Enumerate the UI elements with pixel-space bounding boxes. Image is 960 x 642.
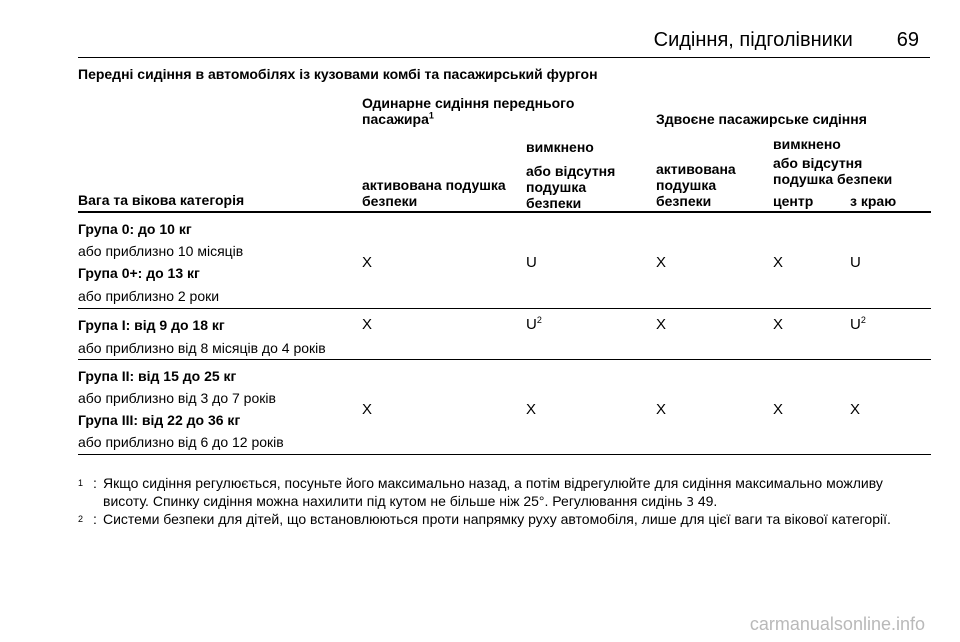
page-header bbox=[654, 29, 919, 52]
suitability-mark: X bbox=[656, 401, 667, 418]
col-header-double-airbag-off-1: вимкнено bbox=[773, 136, 841, 152]
col-header-edge: з краю bbox=[850, 193, 897, 209]
age-label: або приблизно від 3 до 7 років bbox=[78, 390, 276, 406]
footnote-ref-1: 1 bbox=[428, 110, 434, 121]
age-label: або приблизно від 6 до 12 років bbox=[78, 434, 284, 450]
suitability-mark: X bbox=[850, 401, 861, 418]
col-header-double-airbag-on: активована подушка безпеки bbox=[656, 161, 736, 209]
page-ref-icon: 3 bbox=[686, 495, 694, 509]
col-header-double-airbag-off-2: або відсутня подушка безпеки bbox=[773, 155, 893, 187]
weight-group-label: Група 0+: до 13 кг bbox=[78, 265, 200, 281]
suitability-mark: X bbox=[773, 401, 784, 418]
table-caption: Передні сидіння в автомобілях із кузовами комбі та пасажирський фургон bbox=[78, 66, 598, 82]
header-bottom-rule bbox=[78, 211, 931, 213]
footnote-ref-2: 2 bbox=[536, 315, 542, 325]
weight-group-label: Група 0: до 10 кг bbox=[78, 221, 192, 237]
table-bottom-rule bbox=[78, 454, 931, 455]
row-divider bbox=[78, 359, 931, 360]
row-divider bbox=[78, 308, 931, 309]
suitability-mark: $U^2$ bbox=[850, 315, 866, 333]
age-label: або приблизно 2 роки bbox=[78, 288, 220, 304]
col-group-double-seat: Здвоєне пасажирське сидіння bbox=[656, 111, 867, 127]
suitability-mark: X bbox=[656, 316, 667, 333]
suitability-mark: X bbox=[773, 254, 784, 271]
watermark: carmanualsonline.info bbox=[749, 614, 925, 634]
col-header-weight-category: Вага та вікова категорія bbox=[78, 192, 245, 208]
header-rule bbox=[78, 57, 930, 58]
suitability-mark: X bbox=[526, 401, 537, 418]
suitability-mark: X bbox=[362, 254, 373, 271]
footnote-2: 2 : Системи безпеки для дітей, що встановлюються проти напрямку руху автомобіля, лише для цієї ваги та вікової категорії. bbox=[78, 511, 891, 527]
page-number: 69 bbox=[896, 29, 919, 51]
suitability-mark: U bbox=[526, 254, 537, 271]
weight-group-label: Група III: від 22 до 36 кг bbox=[78, 412, 241, 428]
suitability-mark: $U^2$ bbox=[526, 315, 542, 333]
age-label: або приблизно 10 місяців bbox=[78, 243, 244, 259]
age-label: або приблизно від 8 місяців до 4 років bbox=[78, 340, 326, 356]
col-header-front-airbag-on: активована подушка безпеки bbox=[362, 177, 506, 209]
col-header-front-airbag-off-1: вимкнено bbox=[526, 139, 594, 155]
page-ref-number: 49. bbox=[697, 493, 718, 509]
col-group-front-seat: Одинарне сидіння переднього пасажира$^1$ bbox=[362, 95, 575, 127]
suitability-mark: X bbox=[362, 316, 373, 333]
col-header-center: центр bbox=[773, 193, 814, 209]
weight-group-label: Група II: від 15 до 25 кг bbox=[78, 368, 237, 384]
col-header-front-airbag-off-2: або відсутня подушка безпеки bbox=[526, 163, 616, 211]
section-title: Сидіння, підголівники bbox=[653, 29, 853, 51]
suitability-mark: X bbox=[773, 316, 784, 333]
suitability-mark: X bbox=[362, 401, 373, 418]
footnote-ref-2: 2 bbox=[860, 315, 866, 325]
suitability-mark: X bbox=[656, 254, 667, 271]
suitability-mark: U bbox=[850, 254, 861, 271]
weight-group-label: Група I: від 9 до 18 кг bbox=[78, 317, 225, 333]
footnote-1: 1 : Якщо сидіння регулюється, посуньте його максимально назад, а потім відрегулюйте для сидіння максимально можливу висоту. Спинку сидіння можна нахилити під кутом не більше ніж 25°. Регулювання сидінь 3 49. bbox=[78, 475, 883, 509]
